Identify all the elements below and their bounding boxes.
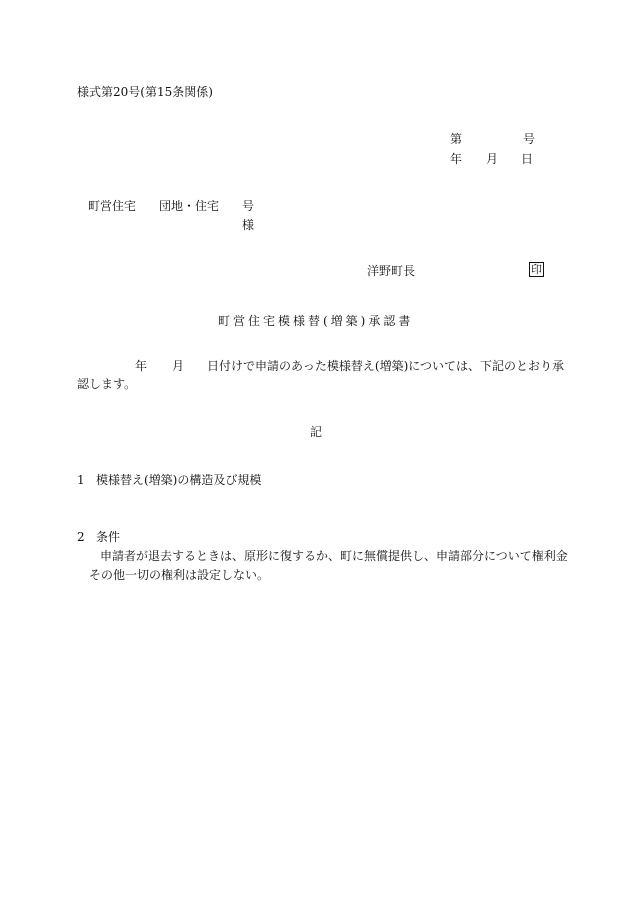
item-2-number: 2 bbox=[77, 530, 85, 544]
addressee-honorific: 様 bbox=[242, 218, 255, 232]
item-2-label: 条件 bbox=[96, 530, 121, 544]
item-2-text-continued: その他一切の権利は設定しない。 bbox=[89, 568, 270, 582]
body-text: 日付けで申請のあった模様替え(増築)については、下記のとおり承 bbox=[207, 359, 565, 373]
form-label: 様式第20号(第15条関係) bbox=[77, 85, 213, 99]
body-text-continued: 認します。 bbox=[77, 377, 137, 391]
addressee-prefix: 町営住宅 bbox=[88, 199, 137, 213]
document-title: 町営住宅模様替(増築)承認書 bbox=[218, 314, 414, 328]
item-1-label: 模様替え(増築)の構造及び規模 bbox=[96, 473, 262, 487]
date-day: 日 bbox=[521, 152, 534, 166]
item-2-text: 申請者が退去するときは、原形に復するか、町に無償提供し、申請部分について権利金 bbox=[100, 549, 568, 563]
seal-mark: 印 bbox=[531, 263, 542, 276]
doc-number-dai: 第 bbox=[450, 132, 463, 146]
addressee-complex: 団地・住宅 bbox=[159, 199, 220, 213]
body-month: 月 bbox=[172, 359, 185, 373]
ki-heading: 記 bbox=[310, 425, 323, 439]
body-year: 年 bbox=[135, 359, 148, 373]
date-month: 月 bbox=[486, 152, 499, 166]
date-year: 年 bbox=[450, 152, 463, 166]
issuer-name: 洋野町長 bbox=[367, 264, 416, 278]
addressee-number: 号 bbox=[242, 199, 255, 213]
item-1-number: 1 bbox=[77, 473, 85, 487]
doc-number-go: 号 bbox=[523, 132, 536, 146]
